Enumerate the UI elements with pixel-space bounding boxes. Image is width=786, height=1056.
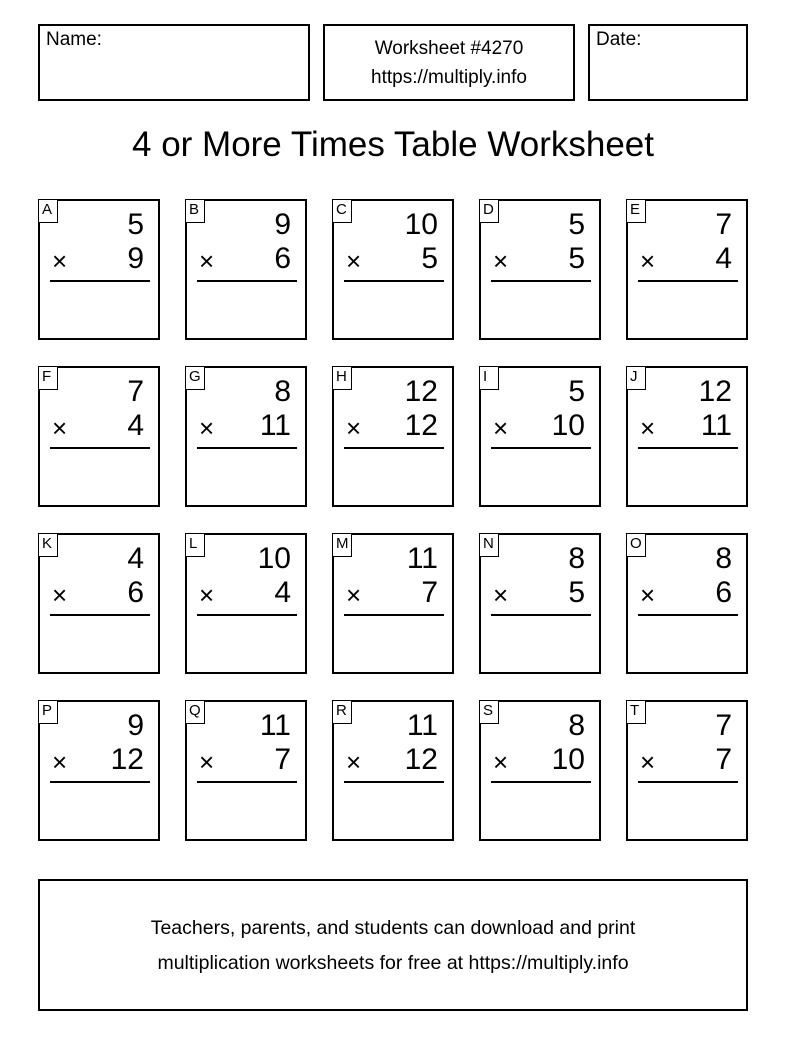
times-sign: ×: [493, 747, 509, 777]
times-sign: ×: [52, 246, 68, 276]
problem-letter: N: [479, 533, 499, 557]
multiplicand: 8: [274, 375, 291, 408]
answer-line: [638, 447, 738, 449]
problem-letter: F: [38, 366, 58, 390]
times-sign: ×: [640, 246, 656, 276]
footer-line-1: Teachers, parents, and students can download and print: [150, 917, 636, 939]
problem-letter: R: [332, 700, 352, 724]
multiplier: 12: [404, 409, 438, 442]
multiplier: 7: [715, 743, 732, 776]
multiplicand: 5: [568, 208, 585, 241]
answer-line: [344, 781, 444, 783]
problem-card[interactable]: [626, 366, 748, 507]
answer-line: [197, 447, 297, 449]
times-sign: ×: [346, 413, 362, 443]
problem-letter: A: [38, 199, 58, 223]
times-sign: ×: [493, 246, 509, 276]
multiplier: 4: [127, 409, 144, 442]
problem-card[interactable]: [626, 199, 748, 340]
worksheet-info-box: [323, 24, 575, 101]
times-sign: ×: [640, 747, 656, 777]
multiplicand: 9: [127, 709, 144, 742]
problem-letter: S: [479, 700, 499, 724]
problem-letter: D: [479, 199, 499, 223]
problem-card[interactable]: [38, 700, 160, 841]
page-title: 4 or More Times Table Worksheet: [132, 125, 654, 164]
answer-line: [638, 280, 738, 282]
times-sign: ×: [199, 747, 215, 777]
problem-card[interactable]: [332, 700, 454, 841]
times-sign: ×: [493, 580, 509, 610]
multiplier: 5: [421, 242, 438, 275]
multiplier: 6: [715, 576, 732, 609]
multiplier: 12: [110, 743, 144, 776]
problem-card[interactable]: [479, 366, 601, 507]
problem-card[interactable]: [332, 366, 454, 507]
times-sign: ×: [640, 580, 656, 610]
multiplicand: 11: [259, 709, 291, 742]
times-sign: ×: [199, 413, 215, 443]
problem-letter: H: [332, 366, 352, 390]
multiplicand: 7: [127, 375, 144, 408]
problem-letter: M: [332, 533, 352, 557]
problem-card[interactable]: [479, 533, 601, 674]
multiplicand: 7: [715, 208, 732, 241]
problem-letter: I: [479, 366, 499, 390]
multiplicand: 12: [404, 375, 438, 408]
multiplier: 7: [421, 576, 438, 609]
answer-line: [491, 447, 591, 449]
problem-card[interactable]: [332, 199, 454, 340]
problem-letter: L: [185, 533, 205, 557]
problem-card[interactable]: [332, 533, 454, 674]
times-sign: ×: [52, 747, 68, 777]
problem-card[interactable]: [479, 700, 601, 841]
problem-card[interactable]: [185, 366, 307, 507]
answer-line: [50, 614, 150, 616]
multiplicand: 11: [406, 709, 438, 742]
problem-letter: T: [626, 700, 646, 724]
problem-letter: P: [38, 700, 58, 724]
problem-card[interactable]: [185, 533, 307, 674]
times-sign: ×: [640, 413, 656, 443]
times-sign: ×: [199, 580, 215, 610]
multiplier: 11: [259, 409, 291, 442]
answer-line: [491, 614, 591, 616]
multiplier: 7: [274, 743, 291, 776]
times-sign: ×: [346, 747, 362, 777]
date-field[interactable]: [588, 24, 748, 101]
answer-line: [50, 447, 150, 449]
answer-line: [491, 280, 591, 282]
multiplicand: 7: [715, 709, 732, 742]
answer-line: [491, 781, 591, 783]
problem-card[interactable]: [185, 199, 307, 340]
multiplicand: 5: [568, 375, 585, 408]
answer-line: [344, 614, 444, 616]
answer-line: [638, 781, 738, 783]
multiplier: 11: [700, 409, 732, 442]
multiplier: 4: [715, 242, 732, 275]
problem-card[interactable]: [38, 199, 160, 340]
problem-letter: O: [626, 533, 646, 557]
multiplicand: 10: [257, 542, 291, 575]
answer-line: [50, 781, 150, 783]
date-label: Date:: [596, 29, 642, 50]
multiplicand: 12: [698, 375, 732, 408]
multiplicand: 11: [406, 542, 438, 575]
footer-box: [38, 879, 748, 1011]
multiplier: 4: [274, 576, 291, 609]
problem-card[interactable]: [479, 199, 601, 340]
multiplicand: 8: [568, 709, 585, 742]
worksheet-id: Worksheet #4270: [374, 38, 524, 59]
problem-letter: B: [185, 199, 205, 223]
problem-card[interactable]: [626, 533, 748, 674]
multiplicand: 5: [127, 208, 144, 241]
problem-card[interactable]: [38, 366, 160, 507]
problem-card[interactable]: [626, 700, 748, 841]
multiplicand: 9: [274, 208, 291, 241]
multiplier: 10: [551, 743, 585, 776]
multiplier: 12: [404, 743, 438, 776]
problem-card[interactable]: [185, 700, 307, 841]
problem-card[interactable]: [38, 533, 160, 674]
answer-line: [197, 280, 297, 282]
multiplicand: 8: [715, 542, 732, 575]
footer-line-2: multiplication worksheets for free at https://multiply.info: [157, 952, 629, 974]
problem-letter: Q: [185, 700, 205, 724]
problem-letter: J: [626, 366, 646, 390]
times-sign: ×: [199, 246, 215, 276]
problem-letter: C: [332, 199, 352, 223]
multiplier: 5: [568, 242, 585, 275]
multiplier: 6: [127, 576, 144, 609]
answer-line: [197, 614, 297, 616]
multiplier: 5: [568, 576, 585, 609]
times-sign: ×: [346, 246, 362, 276]
multiplier: 10: [551, 409, 585, 442]
multiplier: 6: [274, 242, 291, 275]
times-sign: ×: [346, 580, 362, 610]
answer-line: [638, 614, 738, 616]
problem-letter: K: [38, 533, 58, 557]
problem-letter: E: [626, 199, 646, 223]
name-label: Name:: [46, 29, 102, 50]
name-field[interactable]: [38, 24, 310, 101]
answer-line: [344, 447, 444, 449]
times-sign: ×: [493, 413, 509, 443]
answer-line: [344, 280, 444, 282]
multiplicand: 4: [127, 542, 144, 575]
multiplicand: 8: [568, 542, 585, 575]
multiplier: 9: [127, 242, 144, 275]
problem-letter: G: [185, 366, 205, 390]
answer-line: [50, 280, 150, 282]
multiplicand: 10: [404, 208, 438, 241]
site-url: https://multiply.info: [371, 67, 527, 88]
times-sign: ×: [52, 580, 68, 610]
times-sign: ×: [52, 413, 68, 443]
answer-line: [197, 781, 297, 783]
